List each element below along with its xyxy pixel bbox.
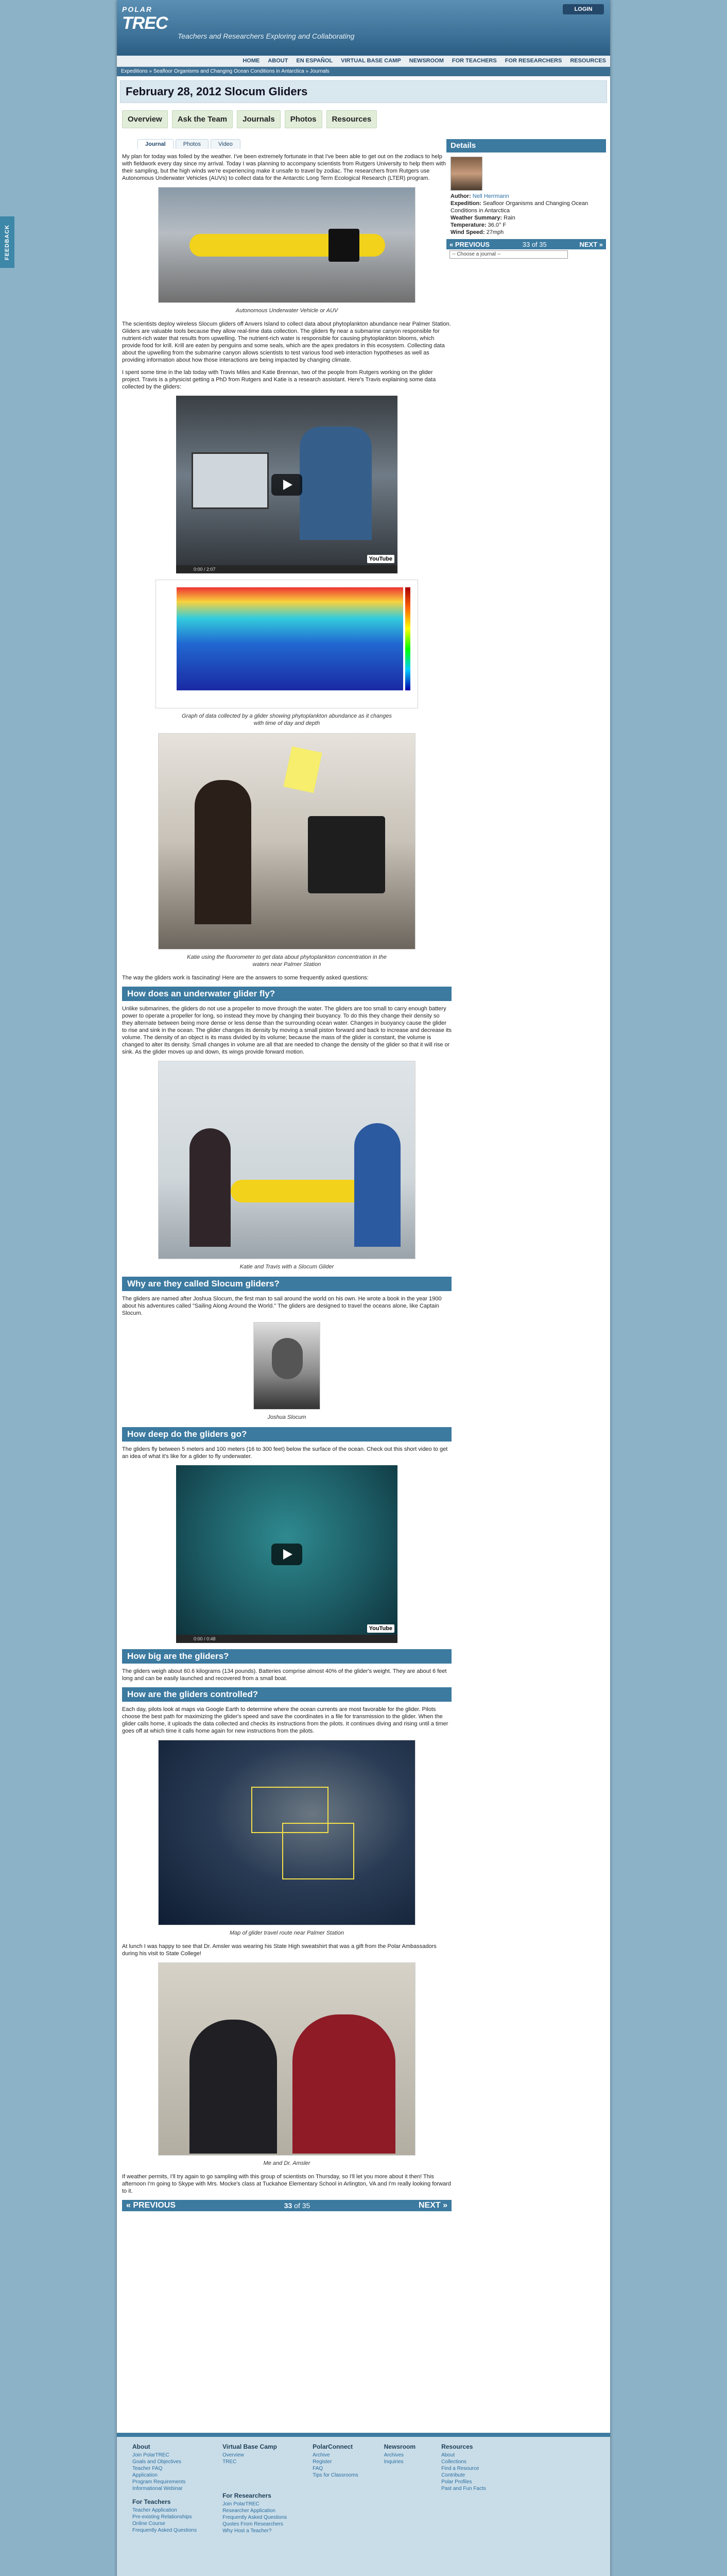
footer-link[interactable]: Program Requirements [132,2479,186,2485]
auv-photo [158,187,416,303]
expedition-value: Seafloor Organisms and Changing Ocean Conditions in Antarctica [451,200,588,214]
footer-link[interactable]: Frequently Asked Questions [132,2528,197,2533]
footer-col-about [132,2443,197,2534]
route-path [282,1823,354,1879]
current-page: 33 [522,240,530,248]
video-controls[interactable] [176,1635,397,1643]
footer-col-title: Virtual Base Camp [222,2443,277,2450]
login-button[interactable]: LOGIN [563,4,604,14]
section-heading: How are the gliders controlled? [122,1687,452,1702]
temperature-value: 36.0° F [488,222,507,228]
footer-link[interactable]: Archive [313,2452,330,2458]
footer-link[interactable]: Past and Fun Facts [441,2486,486,2492]
next-button[interactable]: NEXT » [579,240,603,248]
heatmap-plot [177,587,403,690]
image-caption: Me and Dr. Amsler [263,2160,310,2166]
subnav-ask-the-team[interactable]: Ask the Team [172,110,233,128]
footer-col-title: Newsroom [384,2443,416,2450]
subnav-photos[interactable]: Photos [285,110,322,128]
journal-paragraph: My plan for today was foiled by the weather. I've been extremely fortunate in that I've been able to get out on the zodiacs to help with fieldwork every day since my arrival. Today I was planning to accompany scientists from Rutgers University to help them with their sampling, but the high winds we're experiencing make it unsafe to travel by zodiac. The researchers from Rutgers use Autonomous Underwater Vehicles (AUVs) to collect data for the Antarctic Long Term Ecological Research (LTER) program. [122,154,446,181]
footer-col-newsroom [384,2443,416,2534]
tab-journal[interactable]: Journal [137,139,174,149]
footer-link[interactable]: Quotes From Researchers [222,2521,283,2527]
expedition-subnav [122,110,377,128]
page [117,0,610,2576]
video-time: 0:00 / 0:48 [194,1636,216,1641]
youtube-logo-icon[interactable]: YouTube [367,555,394,563]
sidebar-pager [446,239,606,249]
joshua-slocum-portrait [253,1322,320,1410]
footer-link[interactable]: Goals and Objectives [132,2459,182,2465]
play-button[interactable] [271,1544,302,1565]
feedback-tab[interactable]: FEEDBACK [0,216,14,268]
current-page: 33 [284,2201,292,2210]
page-count [523,241,547,248]
footer-link[interactable]: TREC [222,2459,237,2465]
image-caption: Graph of data collected by a glider showing phytoplankton abundance as it changes with time of day and depth [182,713,392,726]
wind-label: Wind Speed: [451,229,485,235]
nav-for-researchers[interactable]: FOR RESEARCHERS [505,58,562,64]
previous-button[interactable]: « PREVIOUS [449,240,490,248]
subnav-resources[interactable]: Resources [326,110,377,128]
footer-link[interactable]: Join PolarTREC [222,2501,259,2507]
glider-tail [328,229,359,262]
footer-link[interactable]: Pre-existing Relationships [132,2514,192,2520]
fluorometer-photo [158,733,416,950]
portrait-head [272,1338,303,1379]
image-caption: Katie using the fluorometer to get data about phytoplankton concentration in the waters near Palmer Station [187,954,387,968]
laptop-screen [192,452,269,509]
footer-col-resources [441,2443,486,2534]
nav-virtual-base-camp[interactable]: VIRTUAL BASE CAMP [341,58,401,64]
footer-link[interactable]: Contribute [441,2472,465,2478]
footer-link[interactable]: Archives [384,2452,404,2458]
footer-link[interactable]: Polar Profiles [441,2479,472,2485]
journal-paragraph: At lunch I was happy to see that Dr. Amsler was wearing his State High sweatshirt that was a gift from the Polar Ambassadors during his visit to State College! [122,1943,437,1957]
main-nav [117,56,610,67]
previous-button[interactable]: « PREVIOUS [126,2201,176,2210]
image-caption: Autonomous Underwater Vehicle or AUV [235,308,338,314]
image-caption: Katie and Travis with a Slocum Glider [239,1264,334,1270]
footer-link[interactable]: FAQ [313,2466,323,2471]
details-heading: Details [446,139,606,152]
footer-col-title: Resources [441,2443,473,2450]
next-button[interactable]: NEXT » [418,2201,447,2210]
total-pages: 35 [302,2201,310,2210]
person-figure [195,780,251,924]
footer-col-title: About [132,2443,150,2450]
person-figure [292,2014,395,2154]
footer-col-title: For Teachers [132,2498,171,2505]
footer-link[interactable]: Overview [222,2452,244,2458]
equipment-case [308,816,385,893]
footer-col-title: For Researchers [222,2492,271,2499]
subnav-overview[interactable]: Overview [122,110,168,128]
footer-link[interactable]: Researcher Application [222,2508,275,2514]
nav-espanol[interactable]: EN ESPAÑOL [296,58,333,64]
nav-home[interactable]: HOME [243,58,260,64]
glider-body [231,1180,365,1202]
wind-value: 27mph [486,229,504,235]
footer-col-polarconnect [313,2443,358,2534]
header-banner [117,0,610,56]
katie-travis-photo [158,1061,416,1259]
journal-paragraph: The gliders fly between 5 meters and 100 meters (16 to 300 feet) below the surface of the ocean. Check out this short video to get an idea of what it's like for a glider to fly underwater. [122,1446,448,1460]
nav-about[interactable]: ABOUT [268,58,288,64]
footer-link[interactable]: Collections [441,2459,466,2465]
video-controls[interactable] [176,565,397,573]
footer-link[interactable]: Frequently Asked Questions [222,2515,287,2520]
video-time: 0:00 / 2:07 [194,567,216,572]
play-button[interactable] [271,474,302,496]
journal-paragraph: The gliders weigh about 60.6 kilograms (134 pounds). Batteries comprise almost 40% of the glider's weight. They are about 6 feet long and can be easily launched and recovered from a small boat. [122,1668,447,1682]
footer-link[interactable]: Application [132,2472,158,2478]
person-figure [189,1128,231,1247]
tab-photos[interactable]: Photos [176,139,209,149]
of-label: of [294,2201,300,2210]
person-figure [300,427,372,540]
person-figure [189,2020,277,2154]
author-link[interactable]: Nell Herrmann [472,193,509,199]
details-info [446,193,606,236]
site-logo[interactable] [122,5,168,33]
journal-paragraph: Unlike submarines, the gliders do not use a propeller to move through the water. The gliders are too small to carry enough battery power to operate a propeller for long, so instead they move by changing their buoyancy. To do this they change their density so they alternate between being more dense or less dense than the surrounding ocean water. Changes in buoyancy cause the glider to rise and sink in the ocean. The glider changes its density by moving a small piston forward and back to increase and decrease its volume. The density of an object is its mass divided by its volume; because the mass of the glider is constant, the volume is changed to alter its density. Small changes in volume are all that are needed to change the density of the glider so that it will rise or sink. As the glider moves up and down, its wings provide forward motion. [122,1006,452,1055]
footer-link[interactable]: Informational Webinar [132,2486,183,2492]
nav-for-teachers[interactable]: FOR TEACHERS [452,58,497,64]
section-heading: How deep do the gliders go? [122,1427,452,1442]
weather-value: Rain [504,215,515,221]
expedition-label: Expedition: [451,200,481,207]
journal-paragraph: The scientists deploy wireless Slocum gliders off Anvers Island to collect data about phytoplankton abundance near Palmer Station. Gliders are valuable tools because they allow real-time data collection. The gliders fly near a submarine canyon responsible for nutrient-rich water that results from upwelling. The nutrient-rich water is responsible for causing phytoplankton blooms, which provide food for krill. Krill are eaten by penguins and some seals, which are the apex predators in this ecosystem. Collecting data about the upwelling from the submarine canyon allows scientists to test various food web interaction hypotheses as well as providing information about how those interactions are being impacted by changing climate. [122,321,451,363]
page-title: February 28, 2012 Slocum Gliders [126,85,308,98]
glider-route-map [158,1740,416,1925]
breadcrumb[interactable]: Expeditions » Seafloor Organisms and Changing Ocean Conditions in Antarctica » Journals [117,67,610,76]
youtube-logo-icon[interactable]: YouTube [367,1624,394,1633]
footer-columns [132,2443,486,2534]
journal-main [122,139,452,2211]
nav-newsroom[interactable]: NEWSROOM [409,58,444,64]
section-heading: How does an underwater glider fly? [122,987,452,1001]
section-heading: Why are they called Slocum gliders? [122,1277,452,1291]
title-bar [120,80,607,103]
footer-link[interactable]: Teacher Application [132,2507,177,2513]
subnav-journals[interactable]: Journals [237,110,281,128]
logo-top-text: POLAR [122,5,152,13]
temperature-label: Temperature: [451,222,487,228]
logo-main-text: TREC [122,13,168,33]
footer-link[interactable]: Register [313,2459,332,2465]
footer-col-title: PolarConnect [313,2443,353,2450]
footer-col-virtual-base-camp [222,2443,287,2534]
me-and-amsler-photo [158,1962,416,2156]
journal-paragraph: The gliders are named after Joshua Slocum, the first man to sail around the world on his own. He wrote a book in the year 1900 about his adventures called "Sailing Along Around the World." The gliders are designed to travel the oceans alone, like Captain Slocum. [122,1296,442,1316]
journal-paragraph: If weather permits, I'll try again to go sampling with this group of scientists on Thursday, so I'll let you more about it then! This afternoon I'm going to Skype with Mrs. Mocke's class at Tuckahoe Elementary School in Arlington, VA and I'm really looking forward to it. [122,2174,451,2194]
total-pages: 35 [539,240,547,248]
journal-pager [122,2200,452,2211]
paper-sheet [283,747,322,793]
image-caption: Map of glider travel route near Palmer Station [230,1930,344,1936]
footer-link[interactable]: Online Course [132,2521,165,2527]
of-label: of [531,240,538,248]
journal-select[interactable]: -- Choose a journal -- [449,250,568,259]
weather-label: Weather Summary: [451,215,503,221]
site-footer [117,2433,610,2576]
tagline: Teachers and Researchers Exploring and Collaborating [178,32,355,40]
details-sidebar [446,139,606,259]
page-count [284,2201,310,2210]
glider-data-graph [155,580,418,708]
footer-link[interactable]: Why Host a Teacher? [222,2528,272,2534]
journal-tabs [137,139,452,149]
footer-link[interactable]: Find a Resource [441,2466,479,2471]
author-avatar [451,157,482,191]
video-player[interactable] [176,1465,397,1643]
video-player[interactable] [176,396,397,573]
nav-resources[interactable]: RESOURCES [570,58,606,64]
person-figure [354,1123,401,1247]
journal-paragraph: Each day, pilots look at maps via Google Earth to determine where the ocean currents are most favorable for the glider. Pilots choose the best path for maximizing the glider's speed and save the coordinates in a file for transmission to the glider. When the glider calls home, it uploads the data collected and checks its instructions from the pilots. It continues diving and rising until a timer goes off at which time it calls home again for new instructions from the pilots. [122,1706,448,1734]
tab-video[interactable]: Video [211,139,240,149]
image-caption: Joshua Slocum [267,1414,306,1420]
footer-link[interactable]: Join PolarTREC [132,2452,169,2458]
footer-link[interactable]: About [441,2452,455,2458]
footer-link[interactable]: Teacher FAQ [132,2466,163,2471]
journal-paragraph: I spent some time in the lab today with Travis Miles and Katie Brennan, two of the people from Rutgers working on the glider project. Travis is a physicist getting a PhD from Rutgers and Katie is a research assistant. Here's Travis explaining some data collected by the gliders: [122,369,436,390]
colorbar [405,587,410,690]
author-label: Author: [451,193,471,199]
section-heading: How big are the gliders? [122,1649,452,1664]
footer-link[interactable]: Inquiries [384,2459,404,2465]
footer-link[interactable]: Tips for Classrooms [313,2472,358,2478]
journal-paragraph: The way the gliders work is fascinating! Here are the answers to some frequently asked questions: [122,975,369,981]
